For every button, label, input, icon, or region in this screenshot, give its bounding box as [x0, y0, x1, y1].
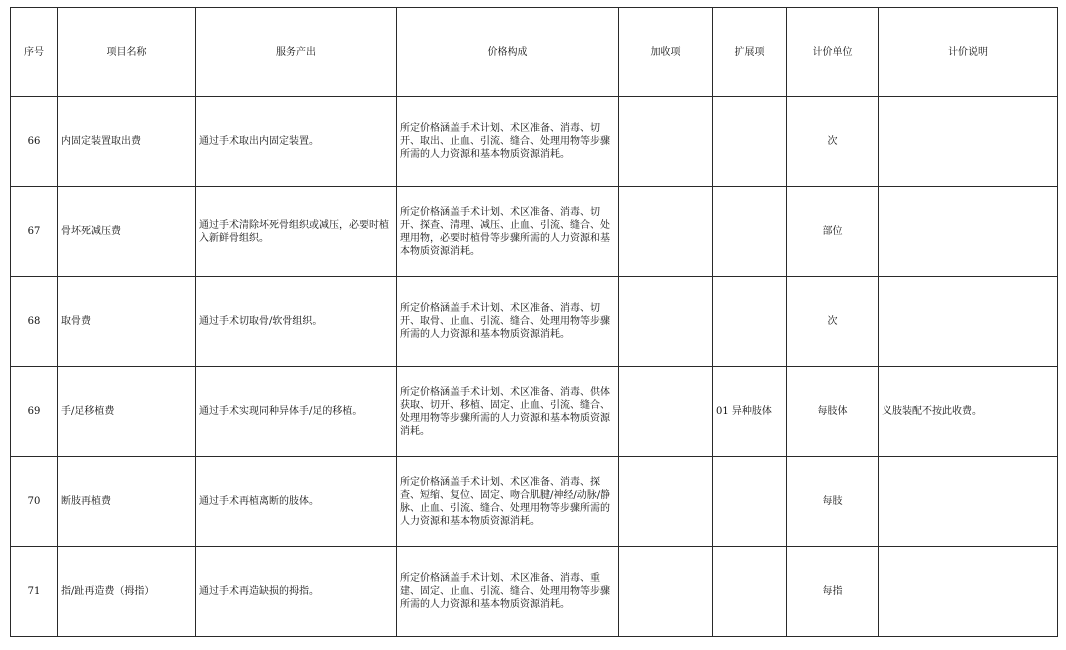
cell-note	[879, 277, 1058, 367]
cell-output: 通过手术切取骨/软骨组织。	[196, 277, 397, 367]
header-price: 价格构成	[397, 8, 619, 97]
cell-seq: 68	[11, 277, 58, 367]
cell-output: 通过手术清除坏死骨组织或减压，必要时植入新鲜骨组织。	[196, 187, 397, 277]
cell-output: 通过手术再造缺损的拇指。	[196, 547, 397, 637]
table-row	[11, 97, 1058, 187]
cell-ext	[713, 277, 787, 367]
header-name: 项目名称	[58, 8, 196, 97]
cell-unit: 部位	[787, 187, 879, 277]
header-output: 服务产出	[196, 8, 397, 97]
header-ext: 扩展项	[713, 8, 787, 97]
cell-ext	[713, 187, 787, 277]
table-row	[11, 187, 1058, 277]
cell-add	[619, 277, 713, 367]
cell-add	[619, 187, 713, 277]
cell-unit: 次	[787, 277, 879, 367]
table-header-row	[11, 8, 1058, 97]
header-unit: 计价单位	[787, 8, 879, 97]
cell-ext: 01 异种肢体	[713, 367, 787, 457]
cell-note	[879, 187, 1058, 277]
cell-name: 断肢再植费	[58, 457, 196, 547]
cell-seq: 71	[11, 547, 58, 637]
cell-unit: 每指	[787, 547, 879, 637]
cell-unit: 每肢	[787, 457, 879, 547]
cell-output: 通过手术取出内固定装置。	[196, 97, 397, 187]
table-row	[11, 277, 1058, 367]
cell-price: 所定价格涵盖手术计划、术区准备、消毒、切开、探查、清理、减压、止血、引流、缝合、处理用物，必要时植骨等步骤所需的人力资源和基本物质资源消耗。	[397, 187, 619, 277]
cell-price: 所定价格涵盖手术计划、术区准备、消毒、探查、短缩、复位、固定、吻合肌腱/神经/动脉/静脉、止血、引流、缝合、处理用物等步骤所需的人力资源和基本物质资源消耗。	[397, 457, 619, 547]
cell-note	[879, 457, 1058, 547]
cell-note	[879, 547, 1058, 637]
fee-schedule-sheet	[10, 7, 1058, 637]
cell-ext	[713, 457, 787, 547]
cell-price: 所定价格涵盖手术计划、术区准备、消毒、切开、取出、止血、引流、缝合、处理用物等步骤所需的人力资源和基本物质资源消耗。	[397, 97, 619, 187]
cell-ext	[713, 547, 787, 637]
table-row	[11, 367, 1058, 457]
cell-price: 所定价格涵盖手术计划、术区准备、消毒、供体获取、切开、移植、固定、止血、引流、缝合、处理用物等步骤所需的人力资源和基本物质资源消耗。	[397, 367, 619, 457]
cell-name: 内固定装置取出费	[58, 97, 196, 187]
cell-unit: 次	[787, 97, 879, 187]
cell-add	[619, 547, 713, 637]
table-row	[11, 457, 1058, 547]
cell-add	[619, 97, 713, 187]
cell-name: 取骨费	[58, 277, 196, 367]
cell-output: 通过手术再植离断的肢体。	[196, 457, 397, 547]
cell-note	[879, 97, 1058, 187]
cell-price: 所定价格涵盖手术计划、术区准备、消毒、切开、取骨、止血、引流、缝合、处理用物等步骤所需的人力资源和基本物质资源消耗。	[397, 277, 619, 367]
cell-seq: 66	[11, 97, 58, 187]
cell-output: 通过手术实现同种异体手/足的移植。	[196, 367, 397, 457]
cell-note: 义肢装配不按此收费。	[879, 367, 1058, 457]
cell-add	[619, 367, 713, 457]
cell-price: 所定价格涵盖手术计划、术区准备、消毒、重建、固定、止血、引流、缝合、处理用物等步骤所需的人力资源和基本物质资源消耗。	[397, 547, 619, 637]
header-add: 加收项	[619, 8, 713, 97]
cell-unit: 每肢体	[787, 367, 879, 457]
fee-schedule-table	[10, 7, 1058, 637]
table-row	[11, 547, 1058, 637]
cell-seq: 67	[11, 187, 58, 277]
cell-add	[619, 457, 713, 547]
cell-ext	[713, 97, 787, 187]
header-seq: 序号	[11, 8, 58, 97]
cell-seq: 69	[11, 367, 58, 457]
cell-name: 骨坏死减压费	[58, 187, 196, 277]
cell-name: 指/趾再造费（拇指）	[58, 547, 196, 637]
header-note: 计价说明	[879, 8, 1058, 97]
cell-seq: 70	[11, 457, 58, 547]
cell-name: 手/足移植费	[58, 367, 196, 457]
